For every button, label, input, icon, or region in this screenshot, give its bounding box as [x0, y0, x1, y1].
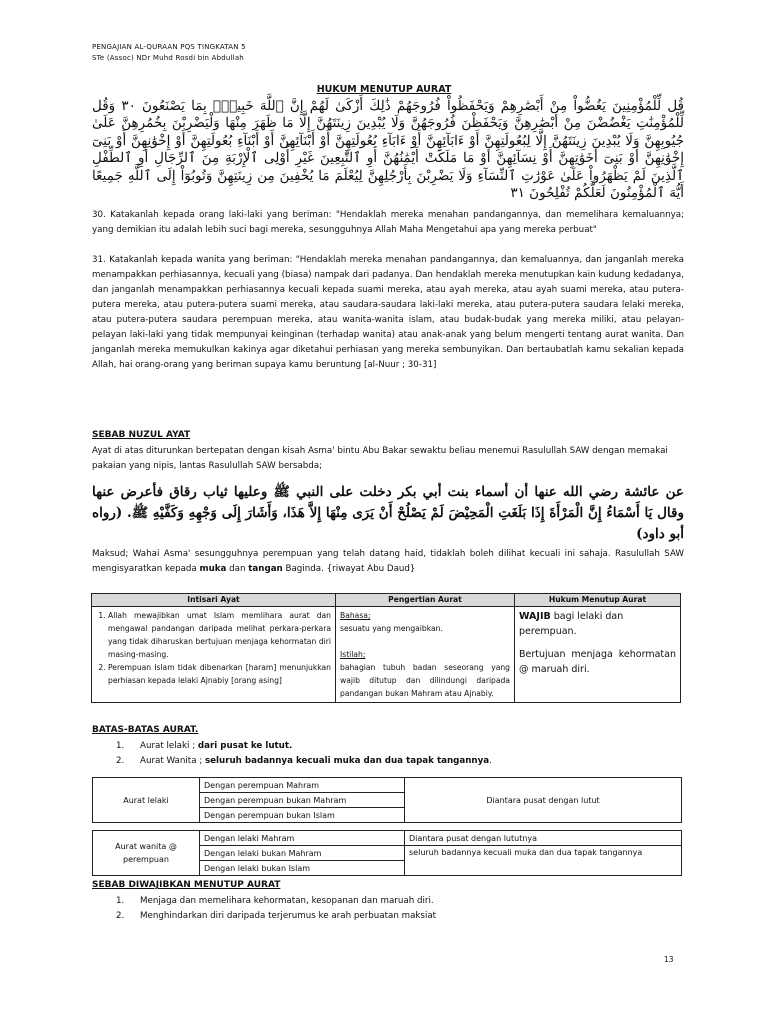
sebab-wajib-item-1: 1. Menjaga dan memelihara kehormatan, kesopanan dan maruah diri.: [116, 896, 434, 906]
aurat-lelaki-result: Diantara pusat dengan lutut: [405, 778, 682, 823]
lelaki-row-2: Dengan perempuan bukan Mahram: [200, 793, 405, 808]
header-intisari: Intisari Ayat: [92, 594, 336, 607]
summary-table: [91, 593, 681, 703]
header-author: STe (Assoc) NDr Muhd Rosdi bin Abdullah: [92, 54, 244, 62]
sebab-nuzul-heading: SEBAB NUZUL AYAT: [92, 430, 191, 440]
aurat-lelaki-table: [92, 777, 682, 823]
bahasa-text: sesuatu yang mengaibkan.: [340, 624, 443, 633]
sebab-wajib-heading: SEBAB DIWAJIBKAN MENUTUP AURAT: [92, 880, 281, 890]
header-hukum: Hukum Menutup Aurat: [515, 594, 681, 607]
hadith-meaning: Maksud; Wahai Asma' sesungguhnya perempuan yang telah datang haid, tidaklah boleh dilihat kecuali ini sahaja. Rasulullah SAW mengisyaratkan kepada muka dan tangan Baginda. {riwayat Abu Daud}: [92, 549, 684, 574]
istilah-text: bahagian tubuh badan seseorang yang wajib ditutup dan dilindungi daripada pandangan bukan Mahram atau Ajnabiy.: [340, 663, 510, 698]
intisari-item-2: 2. Perempuan Islam tidak dibenarkan [haram] menunjukkan perhiasan kepada lelaki Ajnabiy [orang asing]: [108, 661, 331, 687]
word-tangan: tangan: [248, 564, 283, 574]
quran-verse-arabic: قُل لِّلْمُؤْمِنِينَ يَغُضُّواْ مِنْ أَبْصَٰرِهِمْ وَيَحْفَظُواْ فُرُوجَهُمْ ذَٰلِكَ أَزْكَىٰ لَهُمْ إِنَّ ٱللَّهَ خَبِيرٌۢ بِمَا يَصْنَعُونَ ٣٠ وَقُل لِّلْمُؤْمِنَٰتِ يَغْضُضْنَ مِنْ أَبْصَٰرِهِنَّ وَيَحْفَظْنَ فُرُوجَهُنَّ وَلَا يُبْدِينَ زِينَتَهُنَّ إِلَّا مَا ظَهَرَ مِنْهَا وَلْيَضْرِبْنَ بِخُمُرِهِنَّ عَلَىٰ جُيُوبِهِنَّ وَلَا يُبْدِينَ زِينَتَهُنَّ إِلَّا لِبُعُولَتِهِنَّ أَوْ ءَابَآئِهِنَّ أَوْ ءَابَآءِ بُعُولَتِهِنَّ أَوْ أَبْنَآئِهِنَّ أَوْ أَبْنَآءِ بُعُولَتِهِنَّ أَوْ إِخْوَٰنِهِنَّ أَوْ بَنِىٓ إِخْوَٰنِهِنَّ أَوْ بَنِىٓ أَخَوَٰتِهِنَّ أَوْ نِسَآئِهِنَّ أَوْ مَا مَلَكَتْ أَيْمَٰنُهُنَّ أَوِ ٱلتَّٰبِعِينَ غَيْرِ أُوْلِى ٱلْإِرْبَةِ مِنَ ٱلرِّجَالِ أَوِ ٱلطِّفْلِ ٱلَّذِينَ لَمْ يَظْهَرُواْ عَلَىٰ عَوْرَٰتِ ٱلنِّسَآءِ وَلَا يَضْرِبْنَ بِأَرْجُلِهِنَّ لِيُعْلَمَ مَا يُخْفِينَ مِن زِينَتِهِنَّ وَتُوبُوٓاْ إِلَى ٱللَّهِ جَمِيعًا أَيُّهَ ٱلْمُؤْمِنُونَ لَعَلَّكُمْ تُفْلِحُونَ ٣١: [92, 98, 684, 202]
cell-pengertian: [336, 607, 515, 703]
header-course: PENGAJIAN AL-QURAAN PQS TINGKATAN 5: [92, 43, 246, 51]
batas-aurat-heading: BATAS-BATAS AURAT.: [92, 725, 199, 735]
lelaki-row-1: Dengan perempuan Mahram: [200, 778, 405, 793]
translation-verse-30: 30. Katakanlah kepada orang laki-laki yang beriman: "Hendaklah mereka menahan pandangannya, dan memelihara kemaluannya; yang demikian itu adalah lebih suci bagi mereka, sesungguhnya Allah Maha Mengetahui apa yang mereka perbuat": [92, 210, 684, 235]
intisari-item-1: 1. Allah mewajibkan umat Islam memlihara aurat dan mengawal pandangan daripada melihat perkara-perkara yang tidak diharuskan bertujuan menjaga kehormatan diri masing-masing.: [108, 609, 331, 661]
bertujuan-text: Bertujuan menjaga kehormatan @ maruah diri.: [519, 649, 676, 675]
word-muka: muka: [199, 564, 227, 574]
aurat-wanita-result-bukan-mahram: seluruh badannya kecuali muka dan dua tapak tangannya: [405, 846, 682, 876]
aurat-wanita-label: Aurat wanita @ perempuan: [93, 831, 200, 876]
wajib-label: WAJIB: [519, 611, 551, 622]
aurat-lelaki-label: Aurat lelaki: [93, 778, 200, 823]
sebab-wajib-list: [116, 894, 436, 924]
batas-item-1: 1. Aurat lelaki ; dari pusat ke lutut.: [116, 741, 293, 751]
sebab-wajib-item-2: 2. Menghindarkan diri daripada terjerumus ke arah perbuatan maksiat: [116, 911, 437, 921]
batas-item-2: 2. Aurat Wanita ; seluruh badannya kecuali muka dan dua tapak tangannya.: [116, 756, 492, 766]
cell-intisari: [92, 607, 336, 703]
header-pengertian: Pengertian Aurat: [336, 594, 515, 607]
wanita-row-3: Dengan lelaki bukan Islam: [200, 861, 405, 876]
aurat-wanita-result-mahram: Diantara pusat dengan lututnya: [405, 831, 682, 846]
aurat-wanita-table: [92, 830, 682, 876]
translation-verse-31: 31. Katakanlah kepada wanita yang beriman: "Hendaklah mereka menahan pandangannya, dan kemaluannya, dan janganlah mereka menampakkan perhiasannya, kecuali yang (biasa) nampak dari padanya. Dan hendaklah mereka menutupkan kain kudung kedadanya, dan janganlah menampakkan perhiasannya kecuali kepada suami mereka, atau ayah mereka, atau ayah suami mereka, atau putera-putera mereka, atau putera-putera suami mereka, atau saudara-saudara laki-laki mereka, atau putera-putera saudara lelaki mereka, atau putera-putera saudara perempuan mereka, atau wanita-wanita islam, atau budak-budak yang mereka miliki, atau pelayan-pelayan laki-laki yang tidak mempunyai keinginan (terhadap wanita) atau anak-anak yang belum mengerti tentang aurat wanita. Dan janganlah mereka memukulkan kakinya agar diketahui perhiasan yang mereka sembunyikan. Dan bertaubatlah kamu sekalian kepada Allah, hai orang-orang yang beriman supaya kamu beruntung [al-Nuur ; 30-31]: [92, 255, 684, 370]
page-number: 13: [664, 955, 674, 964]
hadith-arabic: عن عائشة رضي الله عنها أن أسماء بنت أبي بكر دخلت على النبي ﷺ وعليها ثياب رقاق فأعرض عنها وقال يَا أَسْمَاءُ إِنَّ الْمَرْأَةَ إِذَا بَلَغَتِ الْمَحِيْضَ لَمْ يَصْلُحْ أَنْ يَرَى مِنْهَا إِلاَّ هَذَا، وَأَشَارَ إِلَى وَجْهِهِ وَكَفَّيْهِ ﷺ. (رواه أبو داود): [92, 484, 684, 542]
wanita-row-2: Dengan lelaki bukan Mahram: [200, 846, 405, 861]
sebab-nuzul-text: Ayat di atas diturunkan bertepatan dengan kisah Asma' bintu Abu Bakar sewaktu beliau menemui Rasulullah SAW dengan memakai pakaian yang nipis, lantas Rasulullah SAW bersabda;: [92, 446, 668, 471]
batas-aurat-list: [116, 739, 492, 769]
lelaki-row-3: Dengan perempuan bukan Islam: [200, 808, 405, 823]
page-title: HUKUM MENUTUP AURAT: [316, 84, 452, 95]
bahasa-label: Bahasa;: [340, 611, 371, 620]
wanita-row-1: Dengan lelaki Mahram: [200, 831, 405, 846]
document-header: [92, 42, 246, 64]
istilah-label: Istilah;: [340, 650, 366, 659]
cell-hukum: WAJIB bagi lelaki dan perempuan. Bertujuan menjaga kehormatan @ maruah diri.: [515, 607, 681, 703]
